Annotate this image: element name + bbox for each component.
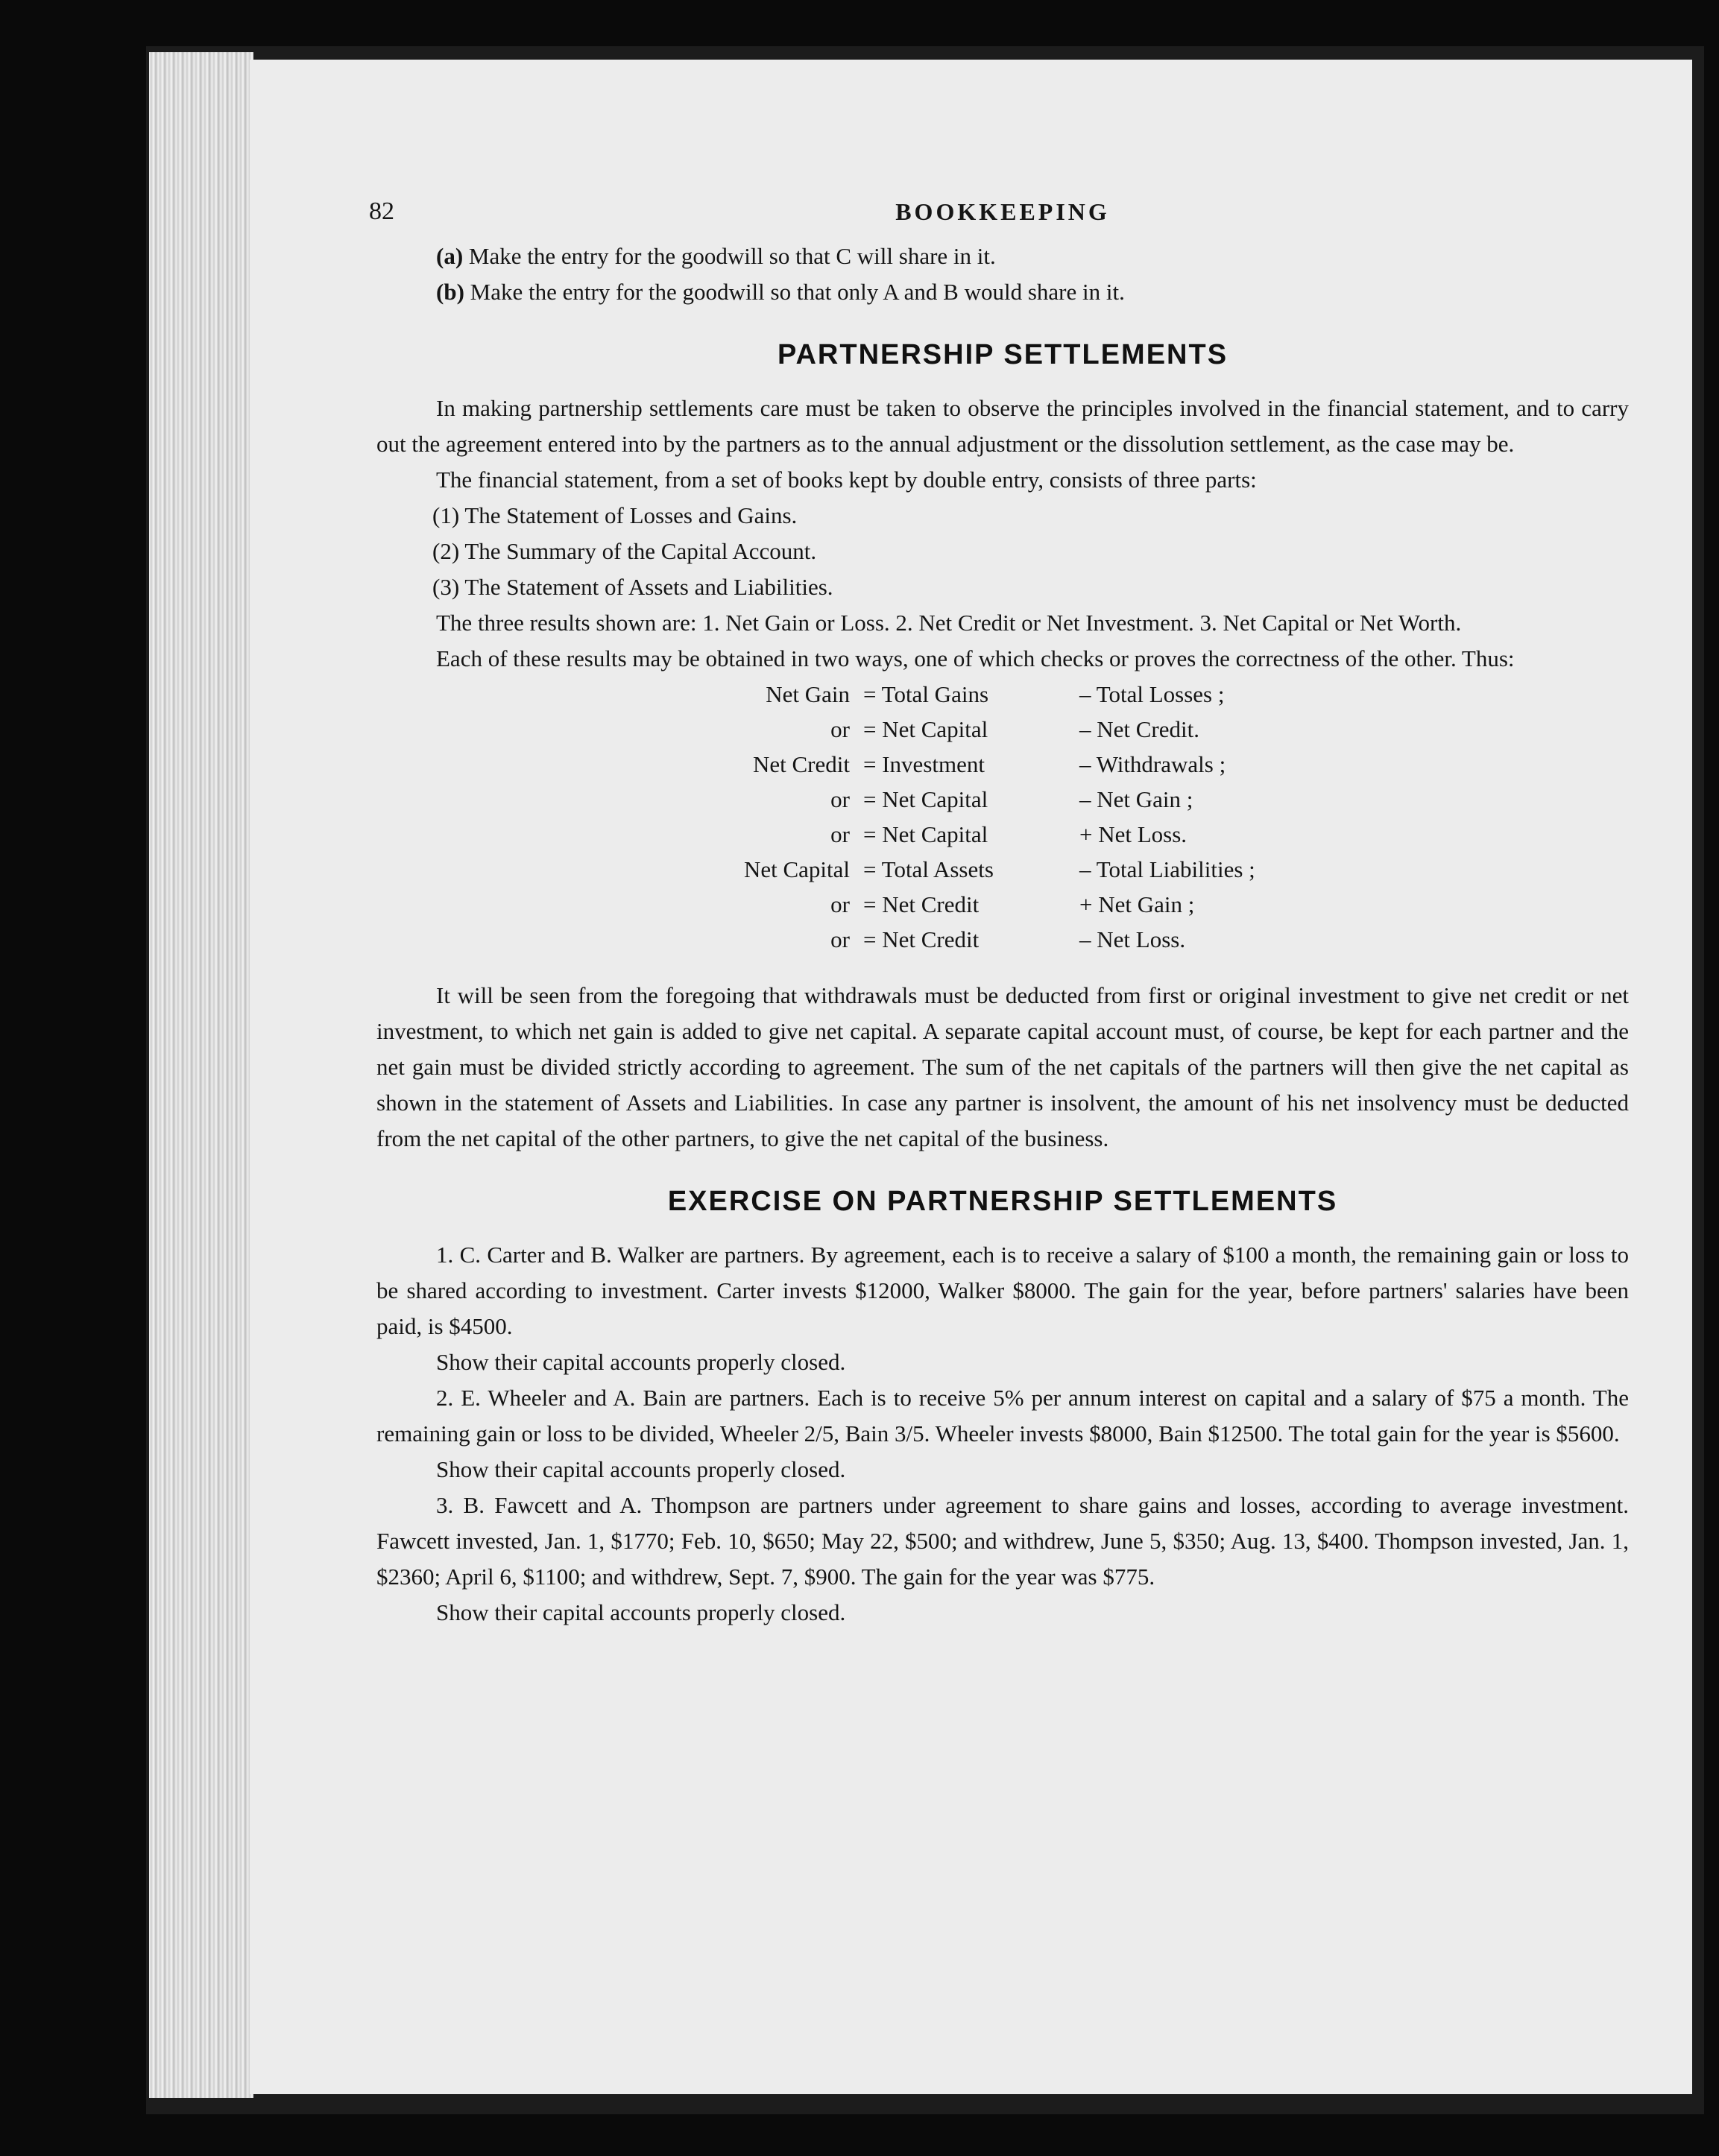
formula-mid: = Total Assets	[863, 856, 994, 882]
formula-lhs: or	[830, 786, 850, 812]
formula-mid: = Net Capital	[863, 786, 988, 812]
running-head-title: BOOKKEEPING	[895, 198, 1110, 225]
item-a	[376, 238, 1629, 274]
formula-lhs: or	[830, 891, 850, 917]
section-heading-partnership-settlements: PARTNERSHIP SETTLEMENTS	[777, 339, 1228, 370]
formula-rhs: – Net Gain ;	[1079, 786, 1193, 812]
formula-lhs: or	[830, 716, 850, 742]
formula-mid: = Total Gains	[863, 681, 989, 707]
formula-lhs: Net Credit	[753, 751, 850, 777]
formula-rhs: – Net Credit.	[1079, 716, 1199, 742]
formula-rhs: + Net Loss.	[1079, 821, 1187, 847]
exercise-2: 2. E. Wheeler and A. Bain are partners. Each is to receive 5% per annum interest on capital and a salary of $75 a month. The remaining gain or loss to be divided, Wheeler 2/5, Bain 3/5. Wheeler invests $8000, Bain $12500. The total gain for the year is $5600.	[376, 1385, 1629, 1447]
formula-row	[701, 712, 1629, 747]
running-head	[369, 194, 1629, 231]
item-a-text: Make the entry for the goodwill so that C will share in it.	[468, 243, 996, 269]
section-heading-exercise: EXERCISE ON PARTNERSHIP SETTLEMENTS	[667, 1186, 1338, 1217]
item-b	[376, 274, 1629, 310]
formula-row	[701, 852, 1629, 887]
formula-row	[701, 817, 1629, 852]
page-edges	[149, 52, 253, 2098]
formula-rhs: – Total Liabilities ;	[1079, 856, 1255, 882]
paragraph-withdrawals: It will be seen from the foregoing that withdrawals must be deducted from first or original investment to give net credit or net investment, to which net gain is added to give net capital. A separate capital account must, of course, be kept for each partner and the net gain must be divided strictly according to agreement. The sum of the net capitals of the partners will then give the net capital as shown in the statement of Assets and Liabilities. In case any partner is insolvent, the amount of his net insolvency must be deducted from the net capital of the other partners, to give the net capital of the business.	[376, 982, 1629, 1151]
formula-lhs: or	[830, 821, 850, 847]
item-b-label: (b)	[436, 279, 464, 305]
exercise-3-instruction: Show their capital accounts properly closed.	[436, 1599, 846, 1625]
formula-table	[701, 677, 1629, 957]
item-b-text: Make the entry for the goodwill so that only A and B would share in it.	[470, 279, 1125, 305]
item-a-label: (a)	[436, 243, 464, 269]
paragraph-financial-statement: The financial statement, from a set of books kept by double entry, consists of three parts:	[436, 467, 1257, 493]
spacer	[376, 957, 1629, 978]
paragraph-three-results: The three results shown are: 1. Net Gain or Loss. 2. Net Credit or Net Investment. 3. Net Capital or Net Worth.	[436, 610, 1462, 636]
formula-row	[701, 887, 1629, 922]
exercise-2-instruction: Show their capital accounts properly closed.	[436, 1456, 846, 1482]
formula-row	[701, 677, 1629, 712]
parts-list	[376, 498, 1629, 605]
formula-row	[701, 747, 1629, 782]
formula-mid: = Net Credit	[863, 891, 980, 917]
list-item: (2) The Summary of the Capital Account.	[432, 538, 817, 564]
page-content	[369, 194, 1629, 1631]
formula-rhs: + Net Gain ;	[1079, 891, 1195, 917]
paragraph-two-ways: Each of these results may be obtained in two ways, one of which checks or proves the correctness of the other. Thus:	[436, 645, 1515, 671]
formula-rhs: – Total Losses ;	[1079, 681, 1225, 707]
list-item: (1) The Statement of Losses and Gains.	[432, 502, 798, 528]
formula-mid: = Investment	[863, 751, 985, 777]
exercise-1-instruction: Show their capital accounts properly closed.	[436, 1349, 846, 1375]
formula-lhs: Net Capital	[743, 856, 850, 882]
formula-mid: = Net Capital	[863, 716, 988, 742]
formula-row	[701, 922, 1629, 957]
exercise-3: 3. B. Fawcett and A. Thompson are partners under agreement to share gains and losses, according to average investment. Fawcett invested, Jan. 1, $1770; Feb. 10, $650; May 22, $500; and withdrew, June 5, $350; Aug. 13, $400. Thompson invested, Jan. 1, $2360; April 6, $1100; and withdrew, Sept. 7, $900. The gain for the year was $775.	[376, 1492, 1629, 1590]
formula-rhs: – Net Loss.	[1079, 926, 1186, 952]
formula-mid: = Net Capital	[863, 821, 988, 847]
formula-mid: = Net Credit	[863, 926, 980, 952]
list-item: (3) The Statement of Assets and Liabilities.	[432, 574, 833, 600]
formula-lhs: Net Gain	[766, 681, 850, 707]
page-number: 82	[369, 197, 394, 225]
paragraph-intro: In making partnership settlements care must be taken to observe the principles involved in the financial statement, and to carry out the agreement entered into by the partners as to the annual adjustment or the dissolution settlement, as the case may be.	[376, 395, 1629, 457]
formula-row	[701, 782, 1629, 817]
exercise-1: 1. C. Carter and B. Walker are partners. By agreement, each is to receive a salary of $100 a month, the remaining gain or loss to be shared according to investment. Carter invests $12000, Walker $8000. The gain for the year, before partners' salaries have been paid, is $4500.	[376, 1242, 1629, 1339]
formula-lhs: or	[830, 926, 850, 952]
formula-rhs: – Withdrawals ;	[1079, 751, 1226, 777]
